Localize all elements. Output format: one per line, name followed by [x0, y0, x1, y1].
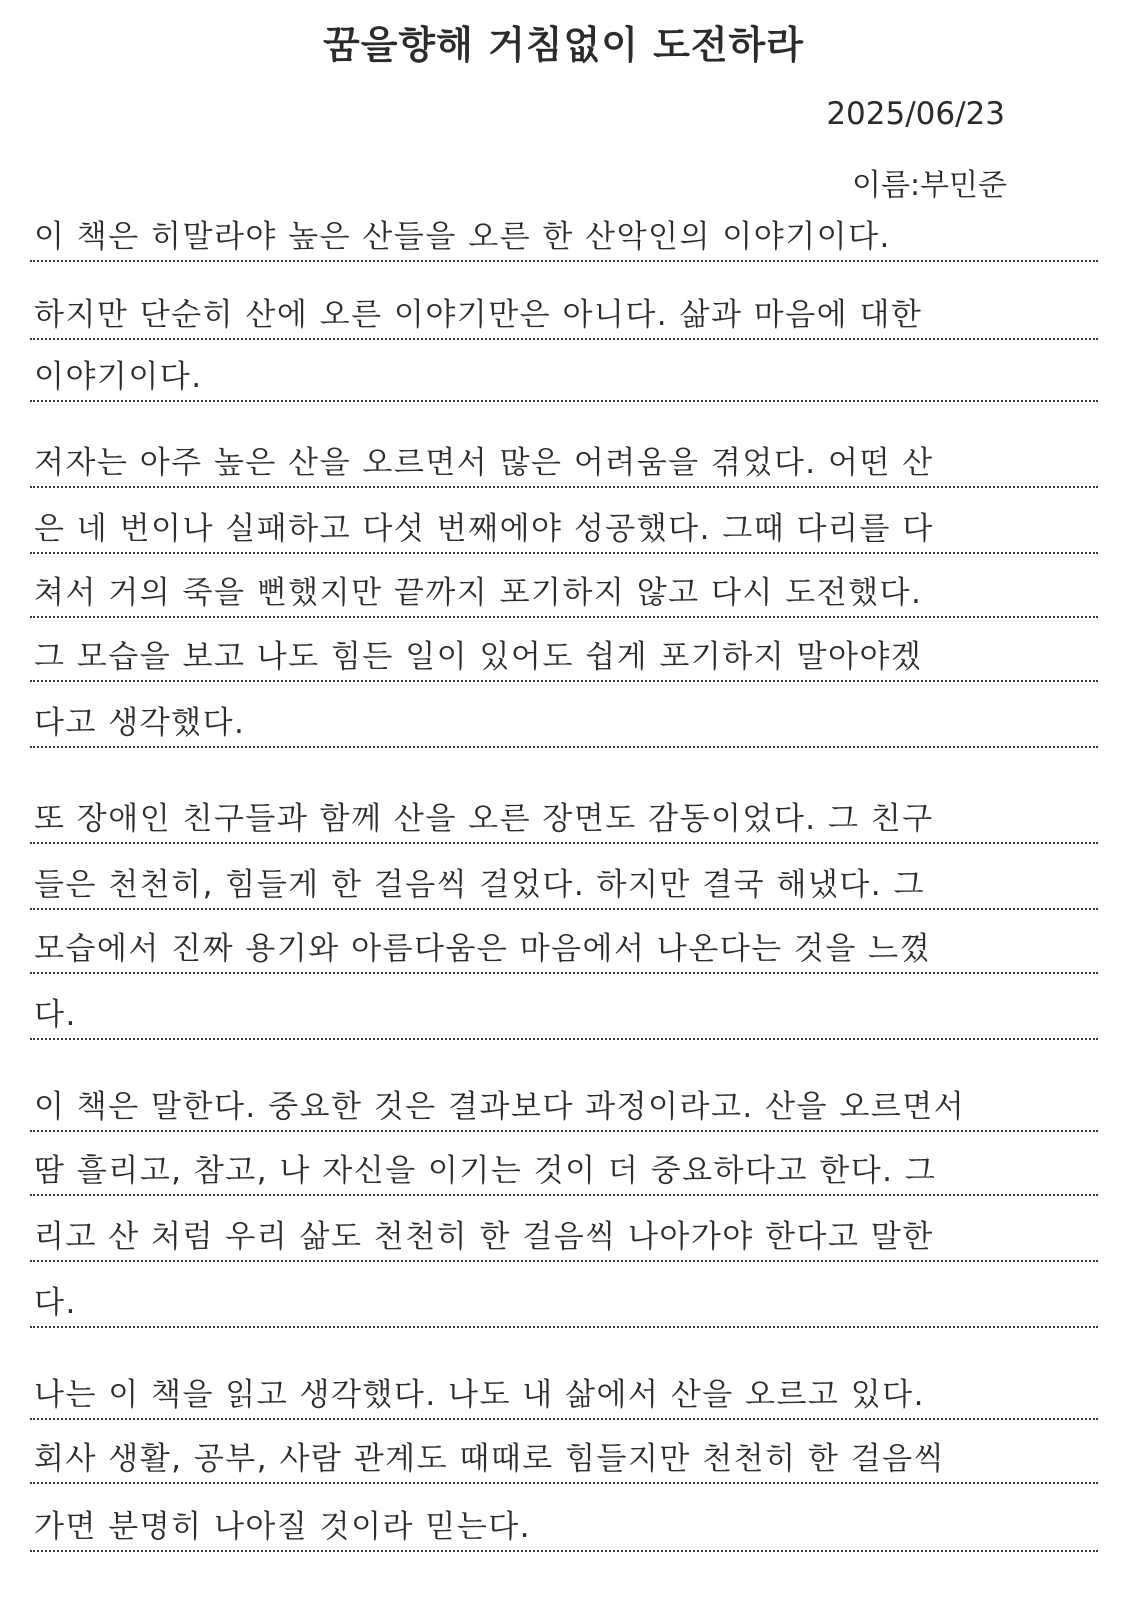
writing-line [30, 698, 1098, 748]
line-text: 모습에서 진짜 용기와 아름다움은 마음에서 나온다는 것을 느꼈 [34, 931, 932, 967]
writing-line [30, 632, 1098, 682]
writing-line [30, 924, 1098, 974]
line-text: 그 모습을 보고 나도 힘든 일이 있어도 쉽게 포기하지 말아야겠 [34, 639, 923, 675]
line-text: 다고 생각했다. [34, 705, 246, 741]
writing-line [30, 794, 1098, 844]
writing-line [30, 212, 1098, 262]
writing-line [30, 1502, 1098, 1552]
writing-line [30, 568, 1098, 618]
writing-line [30, 1370, 1098, 1420]
writing-line [30, 504, 1098, 554]
writing-line [30, 990, 1098, 1040]
line-text: 리고 산 처럼 우리 삶도 천천히 한 걸음씩 나아가야 한다고 말한 [34, 1219, 934, 1255]
line-text: 이 책은 히말라야 높은 산들을 오른 한 산악인의 이야기이다. [34, 219, 891, 255]
line-text: 이야기이다. [34, 359, 203, 395]
line-text: 저자는 아주 높은 산을 오르면서 많은 어려움을 겪었다. 어떤 산 [34, 445, 934, 481]
line-text: 들은 천천히, 힘들게 한 걸음씩 걸었다. 하지만 결국 해냈다. 그 [34, 867, 925, 903]
writing-line [30, 1278, 1098, 1328]
line-text: 다. [34, 1285, 77, 1321]
line-text: 하지만 단순히 산에 오른 이야기만은 아니다. 삶과 마음에 대한 [34, 297, 923, 333]
line-text: 또 장애인 친구들과 함께 산을 오른 장면도 감동이었다. 그 친구 [34, 801, 934, 837]
line-text: 이 책은 말한다. 중요한 것은 결과보다 과정이라고. 산을 오르면서 [34, 1089, 966, 1125]
writing-line [30, 290, 1098, 340]
date-label: 2025/06/23 [826, 96, 1005, 132]
writing-line [30, 352, 1098, 402]
line-text: 가면 분명히 나아질 것이라 믿는다. [34, 1509, 532, 1545]
line-text: 은 네 번이나 실패하고 다섯 번째에야 성공했다. 그때 다리를 다 [34, 511, 934, 547]
writing-line [30, 438, 1098, 488]
line-text: 다. [34, 997, 77, 1033]
line-text: 나는 이 책을 읽고 생각했다. 나도 내 삶에서 산을 오르고 있다. [34, 1377, 925, 1413]
writing-line [30, 1082, 1098, 1132]
writing-line [30, 1146, 1098, 1196]
line-text: 땀 흘리고, 참고, 나 자신을 이기는 것이 더 중요하다고 한다. 그 [34, 1153, 937, 1189]
author-name-label: 이름:부민준 [851, 168, 1007, 203]
writing-line [30, 860, 1098, 910]
writing-line [30, 1434, 1098, 1484]
line-text: 회사 생활, 공부, 사람 관계도 때때로 힘들지만 천천히 한 걸음씩 [34, 1441, 946, 1477]
writing-line [30, 1212, 1098, 1262]
line-text: 쳐서 거의 죽을 뻔했지만 끝까지 포기하지 않고 다시 도전했다. [34, 575, 923, 611]
page-title: 꿈을향해 거침없이 도전하라 [323, 23, 804, 67]
